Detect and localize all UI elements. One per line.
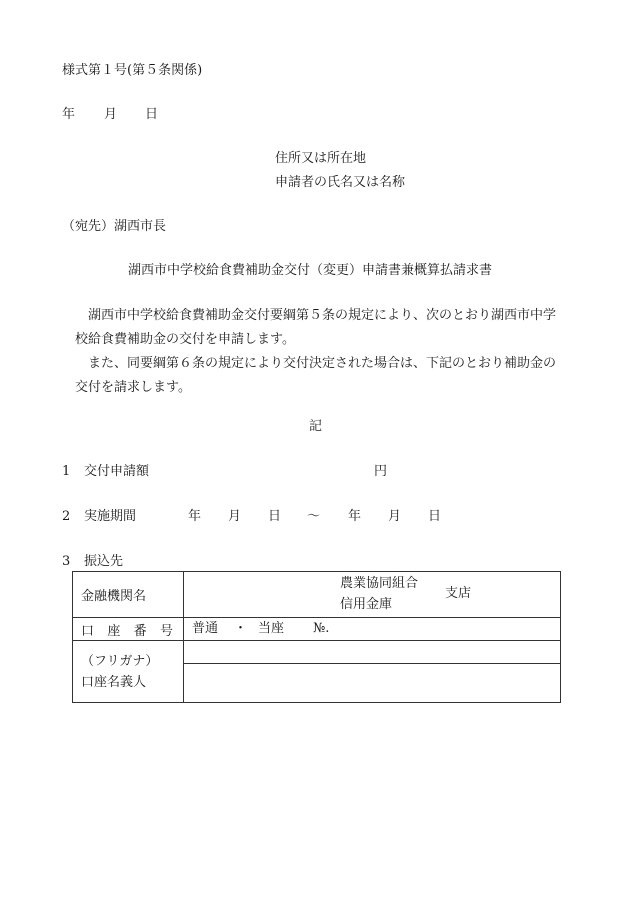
body-p1-line2: 校給食費補助金の交付を申請します。 — [75, 332, 295, 347]
branch-label: 支店 — [445, 586, 472, 601]
item-3-label: 振込先 — [84, 554, 124, 569]
account-number-label-cell — [73, 618, 184, 641]
end-month: 月 — [388, 509, 402, 524]
institution-label: 金融機関名 — [81, 589, 147, 604]
account-holder-value-cell[interactable] — [184, 664, 561, 703]
bank-row-institution — [73, 572, 561, 618]
document-title: 湖西市中学校給食費補助金交付（変更）申請書兼概算払請求書 — [128, 263, 493, 278]
applicant-name-label: 申請者の氏名又は名称 — [275, 175, 406, 190]
date-day: 日 — [145, 107, 159, 122]
holder-label-cell — [73, 641, 184, 703]
item-1-unit: 円 — [374, 464, 388, 479]
account-number-label: 口 座 番 号 — [81, 623, 173, 639]
shinyo-option: 信用金庫 — [340, 597, 393, 612]
applicant-address-label: 住所又は所在地 — [275, 151, 367, 166]
ki-heading: 記 — [309, 419, 323, 434]
end-year: 年 — [348, 509, 362, 524]
account-number-no-label: №. — [313, 621, 330, 636]
body-paragraph-1 — [75, 304, 575, 352]
item-1-number: 1 — [62, 464, 71, 479]
toza-option: 当座 — [258, 621, 285, 636]
start-year: 年 — [188, 509, 202, 524]
body-p2-line2: 交付を請求します。 — [75, 380, 191, 395]
body-p2-line1: また、同要綱第６条の規定により交付決定された場合は、下記のとおり補助金の — [88, 356, 557, 371]
body-paragraph-2 — [75, 352, 575, 400]
futsu-option: 普通 — [192, 621, 219, 636]
start-month: 月 — [228, 509, 242, 524]
start-day: 日 — [268, 509, 282, 524]
institution-label-cell — [73, 572, 184, 618]
option-separator: ・ — [234, 621, 248, 636]
period-tilde: ～ — [307, 509, 321, 524]
account-number-value-cell[interactable] — [184, 618, 561, 641]
date-year: 年 — [62, 107, 76, 122]
bank-account-table — [72, 571, 561, 703]
furigana-label: （フリガナ） — [81, 653, 159, 669]
item-2-label: 実施期間 — [84, 509, 137, 524]
form-number: 様式第１号(第５条関係) — [62, 63, 203, 78]
item-1-label: 交付申請額 — [84, 464, 150, 479]
institution-value-cell[interactable] — [184, 572, 561, 618]
bank-row-furigana — [73, 641, 561, 664]
item-2-number: 2 — [62, 509, 71, 524]
end-day: 日 — [428, 509, 442, 524]
bank-row-account-number — [73, 618, 561, 641]
kyokai-option: 農業協同組合 — [340, 576, 419, 591]
furigana-value-cell[interactable] — [184, 641, 561, 664]
account-holder-label: 口座名義人 — [81, 674, 147, 690]
item-3-number: 3 — [62, 554, 71, 569]
date-month: 月 — [104, 107, 118, 122]
body-p1-line1: 湖西市中学校給食費補助金交付要綱第５条の規定により、次のとおり湖西市中学 — [88, 308, 557, 323]
addressee: （宛先）湖西市長 — [62, 219, 167, 234]
